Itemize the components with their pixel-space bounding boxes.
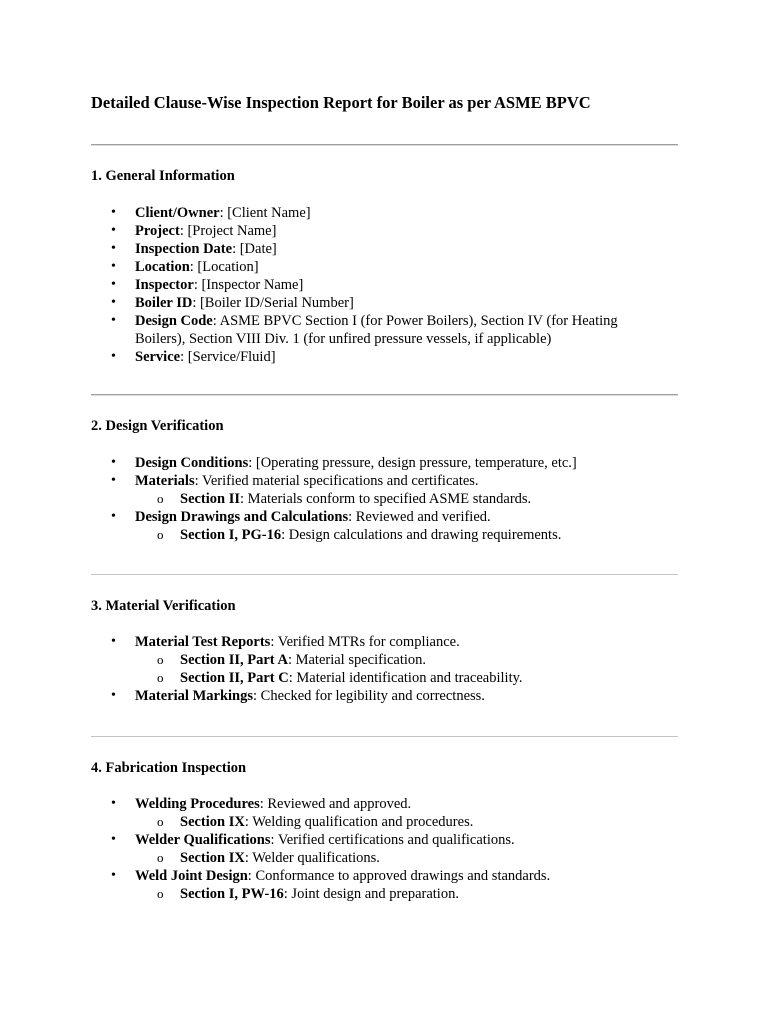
item-text: : Reviewed and verified. [348,509,491,525]
item-text-continued: Boilers), Section VIII Div. 1 (for unfired pressure vessels, if applicable) [135,331,552,347]
sub-item-term: Section IX [180,850,245,866]
list-item-inspection-date [91,240,691,258]
sub-item-text: : Welding qualification and procedures. [244,814,474,830]
bullet-icon: • [111,796,116,811]
sub-item-section-ix-welder [91,849,691,867]
sub-item-text: : Materials conform to specified ASME standards. [240,491,532,507]
item-term: Location [135,259,190,275]
item-term: Materials [135,473,195,489]
item-text: : Verified certifications and qualifications. [270,832,515,848]
section-divider [91,394,678,396]
bullet-icon: • [111,349,116,364]
list-item-welder-qualifications [91,831,691,849]
item-term: Weld Joint Design [135,868,248,884]
item-term: Design Drawings and Calculations [135,509,349,525]
item-text: : Reviewed and approved. [259,796,412,812]
item-term: Boiler ID [135,295,193,311]
hollow-bullet-icon: o [157,491,164,506]
hollow-bullet-icon: o [157,850,164,865]
bullet-icon: • [111,223,116,238]
item-text: : [Location] [189,259,259,275]
hollow-bullet-icon: o [157,527,164,542]
list-item-design-code [91,312,691,348]
item-text: : [Date] [232,241,277,257]
bullet-icon: • [111,259,116,274]
sub-item-section-ii [91,490,691,508]
section-divider [91,144,678,146]
item-term: Project [135,223,180,239]
section-heading-general-information: 1. General Information [91,168,235,184]
general-information-list [91,204,691,366]
item-text: : Conformance to approved drawings and standards. [247,868,551,884]
hollow-bullet-icon: o [157,670,164,685]
item-text: : Verified MTRs for compliance. [270,634,460,650]
item-text: : [Client Name] [219,205,311,221]
fabrication-inspection-list [91,795,691,903]
item-term: Design Conditions [135,455,249,471]
item-term: Client/Owner [135,205,220,221]
hollow-bullet-icon: o [157,652,164,667]
item-term: Material Test Reports [135,634,271,650]
section-divider [91,574,678,575]
hollow-bullet-icon: o [157,886,164,901]
bullet-icon: • [111,832,116,847]
section-heading-fabrication-inspection: 4. Fabrication Inspection [91,760,247,776]
page-title: Detailed Clause-Wise Inspection Report for Boiler as per ASME BPVC [91,93,591,112]
section-divider [91,736,678,737]
bullet-icon: • [111,205,116,220]
material-verification-list [91,633,691,705]
sub-item-text: : Material specification. [287,652,427,668]
sub-item-text: : Welder qualifications. [244,850,380,866]
hollow-bullet-icon: o [157,814,164,829]
sub-item-section-ix-welding [91,813,691,831]
sub-item-section-i-pg-16 [91,526,691,544]
sub-item-term: Section II, Part C [180,670,289,686]
list-item-location [91,258,691,276]
list-item-material-markings [91,687,691,705]
item-text: : [Inspector Name] [193,277,304,293]
item-text: : Verified material specifications and certificates. [194,473,479,489]
section-heading-design-verification: 2. Design Verification [91,418,224,434]
sub-item-text: : Design calculations and drawing requirements. [281,527,562,543]
bullet-icon: • [111,313,116,328]
sub-item-term: Section IX [180,814,245,830]
sub-item-section-i-pw-16 [91,885,691,903]
list-item-client-owner [91,204,691,222]
bullet-icon: • [111,634,116,649]
item-term: Design Code [135,313,213,329]
list-item-material-test-reports [91,633,691,651]
item-term: Inspection Date [135,241,233,257]
section-heading-material-verification: 3. Material Verification [91,598,236,614]
item-text: : [Project Name] [179,223,277,239]
item-text: : [Boiler ID/Serial Number] [192,295,354,311]
item-term: Inspector [135,277,194,293]
list-item-welding-procedures [91,795,691,813]
bullet-icon: • [111,295,116,310]
item-term: Service [135,349,181,365]
item-text: : ASME BPVC Section I (for Power Boilers), Section IV (for Heating [212,313,618,329]
sub-item-term: Section II [180,491,241,507]
list-item-boiler-id [91,294,691,312]
bullet-icon: • [111,509,116,524]
item-term: Welder Qualifications [135,832,271,848]
bullet-icon: • [111,455,116,470]
list-item-design-conditions [91,454,691,472]
sub-item-text: : Joint design and preparation. [283,886,459,902]
item-text: : Checked for legibility and correctness. [253,688,485,704]
bullet-icon: • [111,241,116,256]
item-text: : [Service/Fluid] [180,349,276,365]
bullet-icon: • [111,277,116,292]
bullet-icon: • [111,688,116,703]
sub-item-term: Section I, PW-16 [180,886,284,902]
sub-item-term: Section I, PG-16 [180,527,282,543]
sub-item-term: Section II, Part A [180,652,288,668]
bullet-icon: • [111,868,116,883]
list-item-service [91,348,691,366]
item-term: Welding Procedures [135,796,260,812]
item-term: Material Markings [135,688,253,704]
sub-item-text: : Material identification and traceability. [288,670,523,686]
list-item-materials [91,472,691,490]
bullet-icon: • [111,473,116,488]
sub-item-section-ii-part-a [91,651,691,669]
list-item-design-drawings [91,508,691,526]
list-item-inspector [91,276,691,294]
item-text: : [Operating pressure, design pressure, temperature, etc.] [248,455,577,471]
list-item-project [91,222,691,240]
list-item-weld-joint-design [91,867,691,885]
design-verification-list [91,454,691,544]
sub-item-section-ii-part-c [91,669,691,687]
